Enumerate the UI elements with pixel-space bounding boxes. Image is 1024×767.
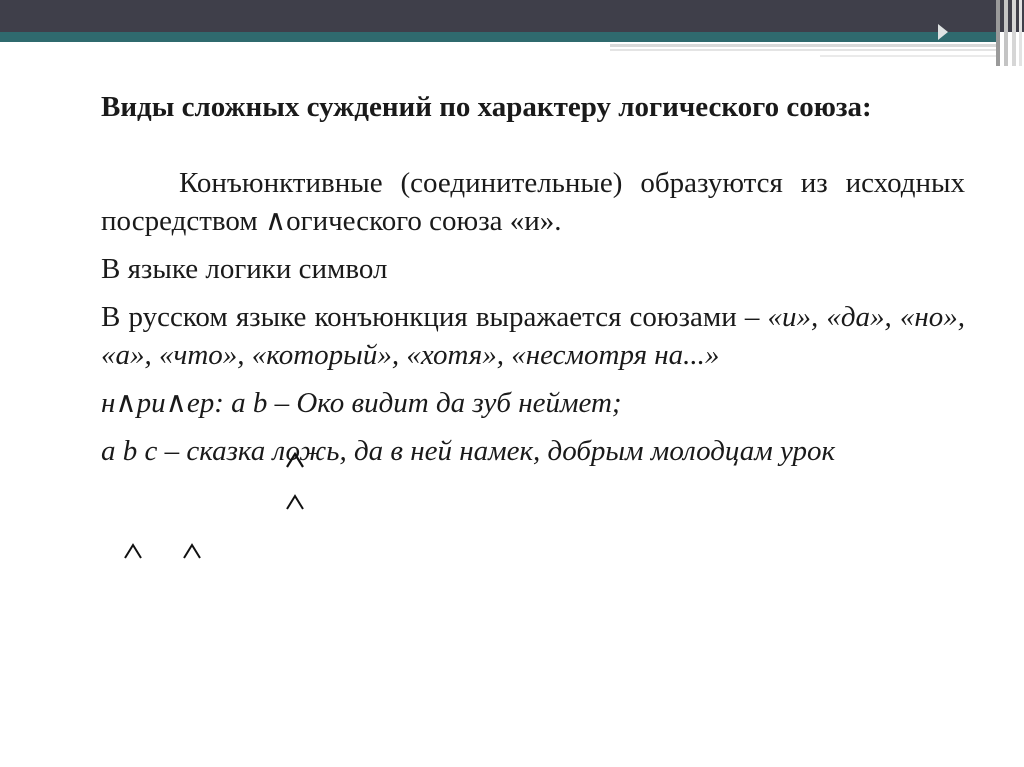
accent-line [0,32,1000,42]
decor-line [610,44,1000,47]
paragraph-russian [101,298,965,374]
logical-and-icon [286,452,304,468]
conjunction-list: «и», «да», «но», «а», «что», «который», «хотя», «несмотря на...» [101,301,965,371]
decor-stripe [1019,0,1022,66]
top-bar [0,0,1024,32]
paragraph-conjunctive: Конъюнктивные (соединительные) образуются из исходных посредством ∧огического союза «и». [101,167,965,237]
decor-stripe [1012,0,1016,66]
decor-stripe [1004,0,1008,66]
example-2: a b c – сказка ложь, да в ней намек, добрым молодцам урок [101,435,836,467]
decor-line [610,49,1000,51]
paragraph-symbol: В языке логики символ [101,253,388,285]
paragraph-russian-text: В русском языке конъюнкция выражается союзами – [101,301,768,333]
corner-triangle-icon [938,24,948,40]
slide-body [101,88,965,470]
example-1: н∧ри∧ер: a b – Око видит да зуб неймет; [101,387,622,419]
slide-heading: Виды сложных суждений по характеру логического союза: [101,91,872,123]
logical-and-icon [183,543,201,559]
decor-stripe [996,0,1000,66]
logical-and-icon [124,543,142,559]
logical-and-icon [286,494,304,510]
decor-line [820,55,1000,57]
